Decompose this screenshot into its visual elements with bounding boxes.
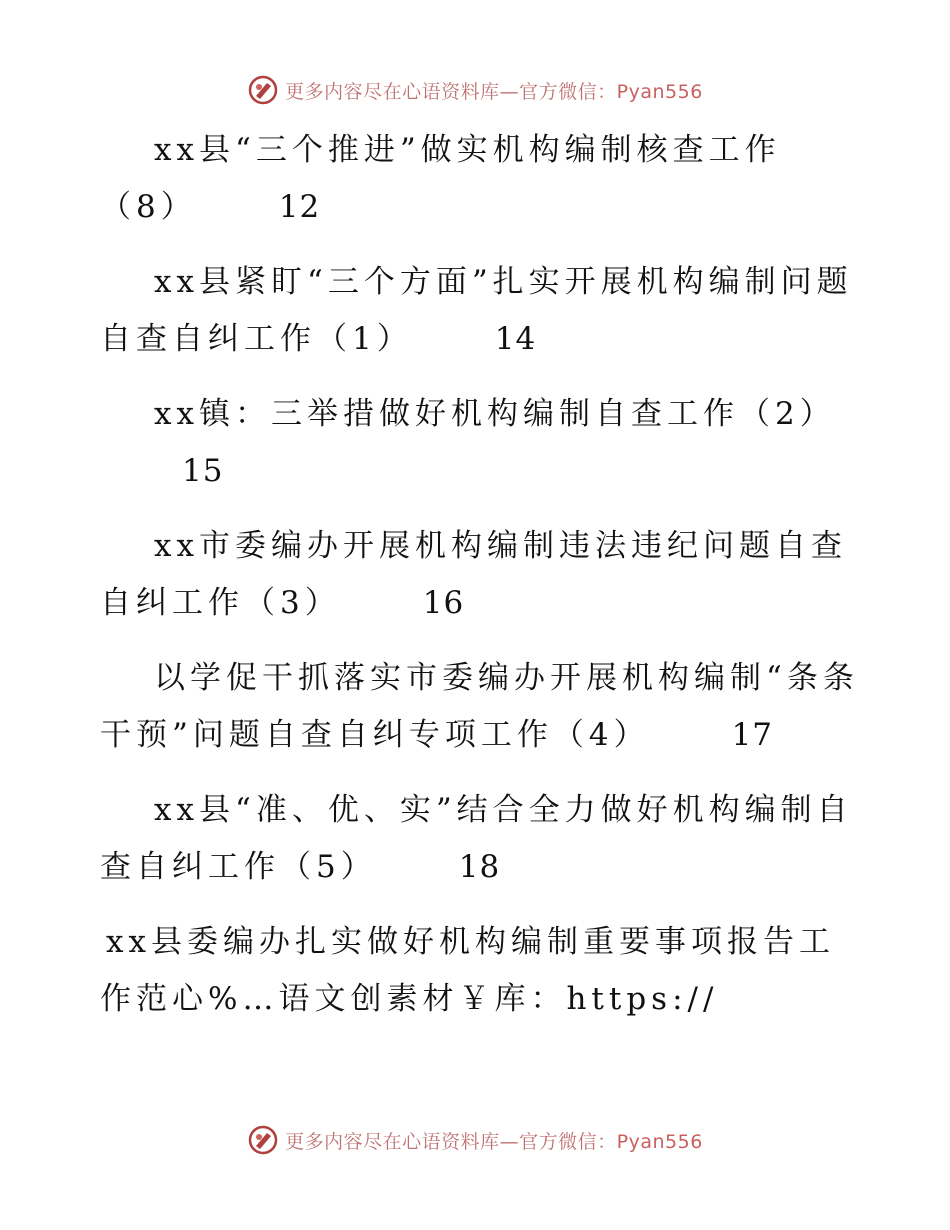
toc-entry-page: 18	[458, 849, 501, 885]
toc-entry-page: 14	[494, 321, 537, 357]
toc-entry-title: xx县“三个推进”做实机构编制核查工作（8）	[100, 132, 781, 225]
toc-entry-title: xx县紧盯“三个方面”扎实开展机构编制问题自查自纠工作（1）	[100, 264, 853, 357]
footer-banner	[0, 1120, 950, 1160]
toc-entry-page: 15	[182, 453, 224, 489]
toc-entry	[100, 518, 860, 632]
banner-text: 更多内容尽在心语资料库—官方微信：Pyan556	[285, 80, 703, 103]
toc-entry	[100, 782, 860, 896]
toc-entry	[100, 386, 860, 500]
toc-content	[100, 122, 860, 1046]
toc-entry-page: 16	[422, 585, 465, 621]
pen-circle-logo-icon	[247, 1124, 279, 1156]
wechat-id: Pyan556	[616, 80, 703, 103]
toc-entry	[100, 650, 860, 764]
toc-entry-title: 以学促干抓落实市委编办开展机构编制“条条干预”问题自查自纠专项工作（4）	[100, 660, 859, 753]
pen-circle-logo-icon	[247, 74, 279, 106]
toc-entry-page: 12	[278, 189, 321, 225]
toc-entry-title: xx市委编办开展机构编制违法违纪问题自查自纠工作（3）	[100, 528, 847, 621]
banner-text: 更多内容尽在心语资料库—官方微信：Pyan556	[285, 1130, 703, 1153]
toc-entry-page: 17	[731, 717, 774, 753]
toc-entry-title: xx镇：三举措做好机构编制自查工作（2）	[154, 396, 836, 432]
wechat-id: Pyan556	[616, 1130, 703, 1153]
trailing-text: xx县委编办扎实做好机构编制重要事项报告工作范心%…语文创素材￥库：https://	[100, 924, 835, 1017]
toc-entry-title: xx县“准、优、实”结合全力做好机构编制自查自纠工作（5）	[100, 792, 853, 885]
toc-entry	[100, 254, 860, 368]
header-banner	[0, 70, 950, 110]
toc-entry	[100, 122, 860, 236]
